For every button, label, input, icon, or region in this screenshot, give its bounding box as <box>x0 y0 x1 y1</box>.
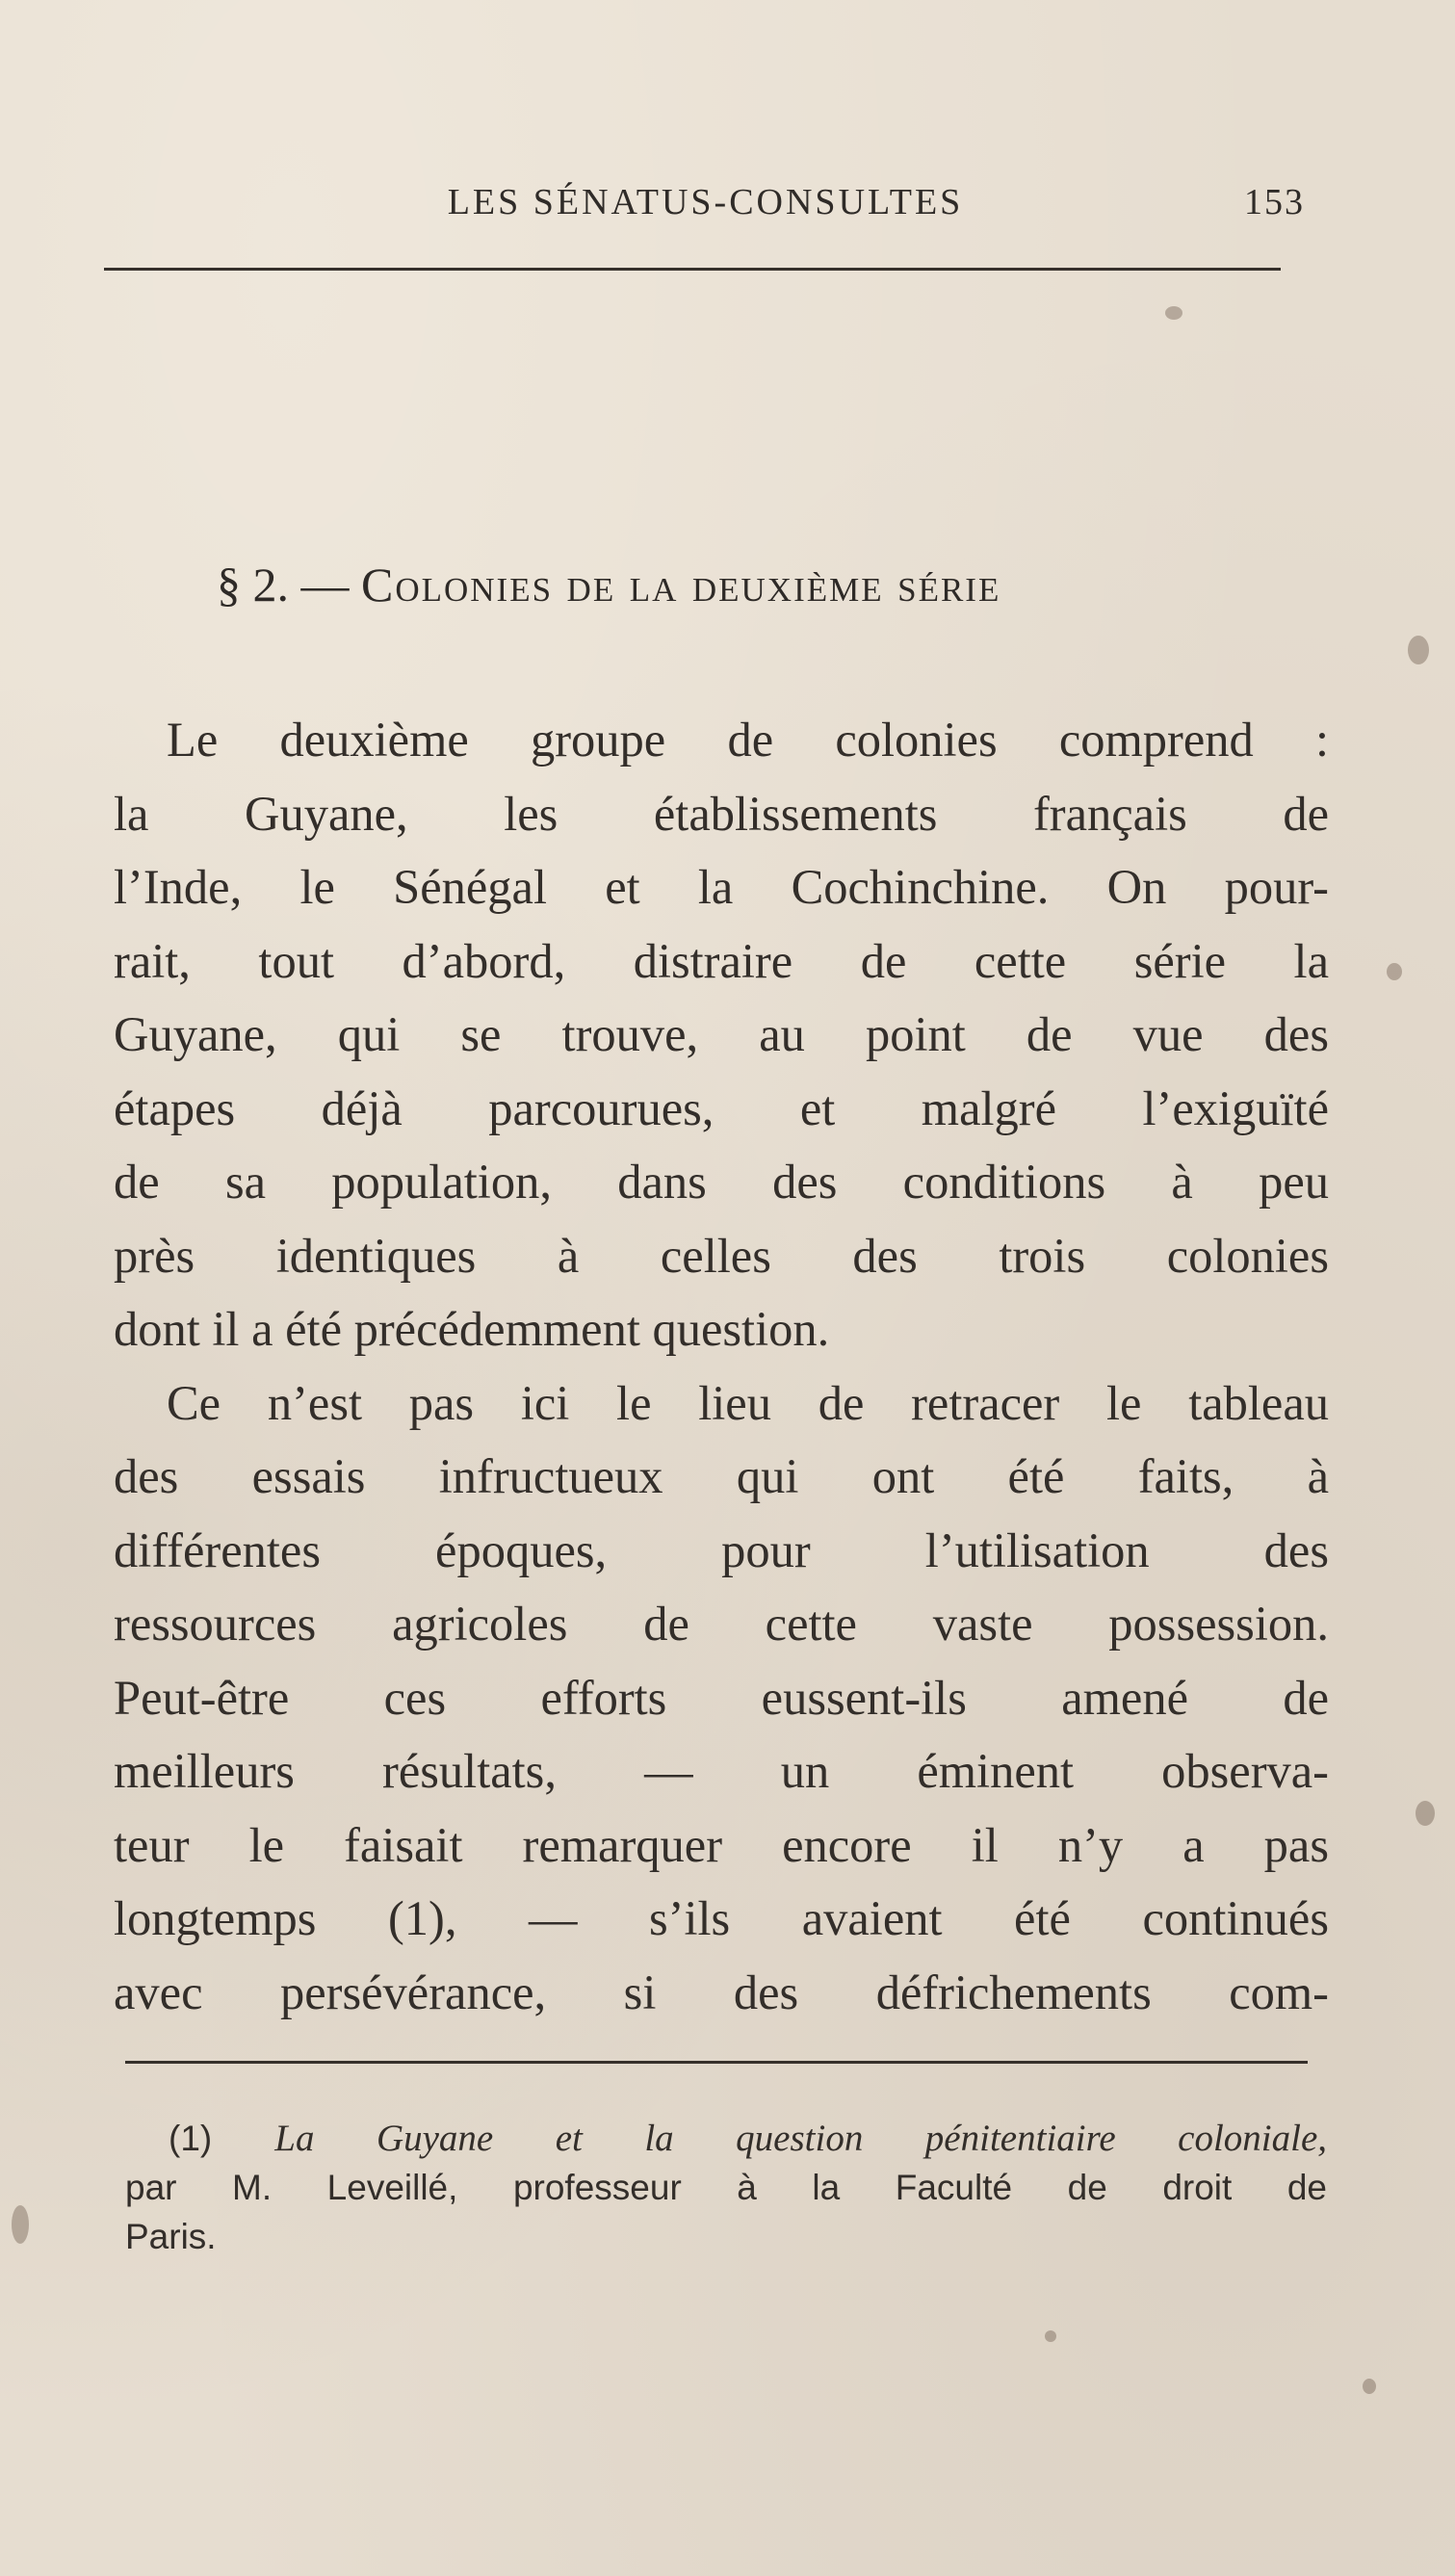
footnote <box>125 2114 1327 2261</box>
text-line: de sa population, dans des conditions à peu <box>114 1155 1329 1209</box>
footnote-rule <box>125 2061 1308 2064</box>
section-heading <box>217 557 1276 612</box>
text-line: différentes époques, pour l’utilisation des <box>114 1522 1329 1577</box>
paper-speck <box>12 2205 29 2244</box>
text-line: ressources agricoles de cette vaste possession. <box>114 1597 1329 1651</box>
paper-speck <box>1045 2330 1056 2342</box>
footnote-title: La Guyane et la question pénitentiaire coloniale, <box>274 2118 1328 2159</box>
body-text <box>114 703 1329 2029</box>
footnote-marker: (1) <box>169 2119 213 2158</box>
text-line: teur le faisait remarquer encore il n’y a pas <box>114 1817 1329 1872</box>
text-line: près identiques à celles des trois colonies <box>114 1228 1329 1283</box>
text-line: la Guyane, les établissements français de <box>114 786 1329 841</box>
section-prefix: § 2. — <box>217 558 350 611</box>
running-title: LES SÉNATUS-CONSULTES <box>447 182 964 222</box>
footnote-line: Paris. <box>125 2217 217 2256</box>
footnote-line: par M. Leveillé, professeur à la Faculté de droit de <box>125 2168 1327 2207</box>
text-line: rait, tout d’abord, distraire de cette série la <box>114 933 1329 988</box>
paragraph <box>114 1366 1329 2030</box>
text-line: avec persévérance, si des défrichements com- <box>114 1965 1329 2019</box>
paper-speck <box>1387 963 1402 980</box>
text-line: dont il a été précédemment question. <box>114 1302 830 1356</box>
section-title: Colonies de la deuxième série <box>361 558 1001 611</box>
text-line: meilleurs résultats, — un éminent observa- <box>114 1744 1329 1798</box>
text-line: étapes déjà parcourues, et malgré l’exiguïté <box>114 1080 1329 1135</box>
paper-speck <box>1408 636 1429 664</box>
text-line: des essais infructueux qui ont été faits, à <box>114 1449 1329 1503</box>
page-number: 153 <box>1244 182 1305 222</box>
text-line: Guyane, qui se trouve, au point de vue des <box>114 1007 1329 1061</box>
text-line: Peut-être ces efforts eussent-ils amené de <box>114 1670 1329 1725</box>
text-line: longtemps (1), — s’ils avaient été continués <box>114 1891 1329 1945</box>
text-line: l’Inde, le Sénégal et la Cochinchine. On pour- <box>114 860 1329 914</box>
paper-speck <box>1363 2379 1376 2394</box>
footnote-line <box>125 2114 1327 2163</box>
running-head <box>106 181 1305 229</box>
paper-speck <box>1165 306 1182 320</box>
paragraph <box>114 703 1329 1366</box>
paper-speck <box>1416 1801 1435 1826</box>
header-rule <box>104 268 1281 271</box>
text-line: Ce n’est pas ici le lieu de retracer le tableau <box>167 1375 1329 1430</box>
text-line: Le deuxième groupe de colonies comprend : <box>167 713 1329 767</box>
